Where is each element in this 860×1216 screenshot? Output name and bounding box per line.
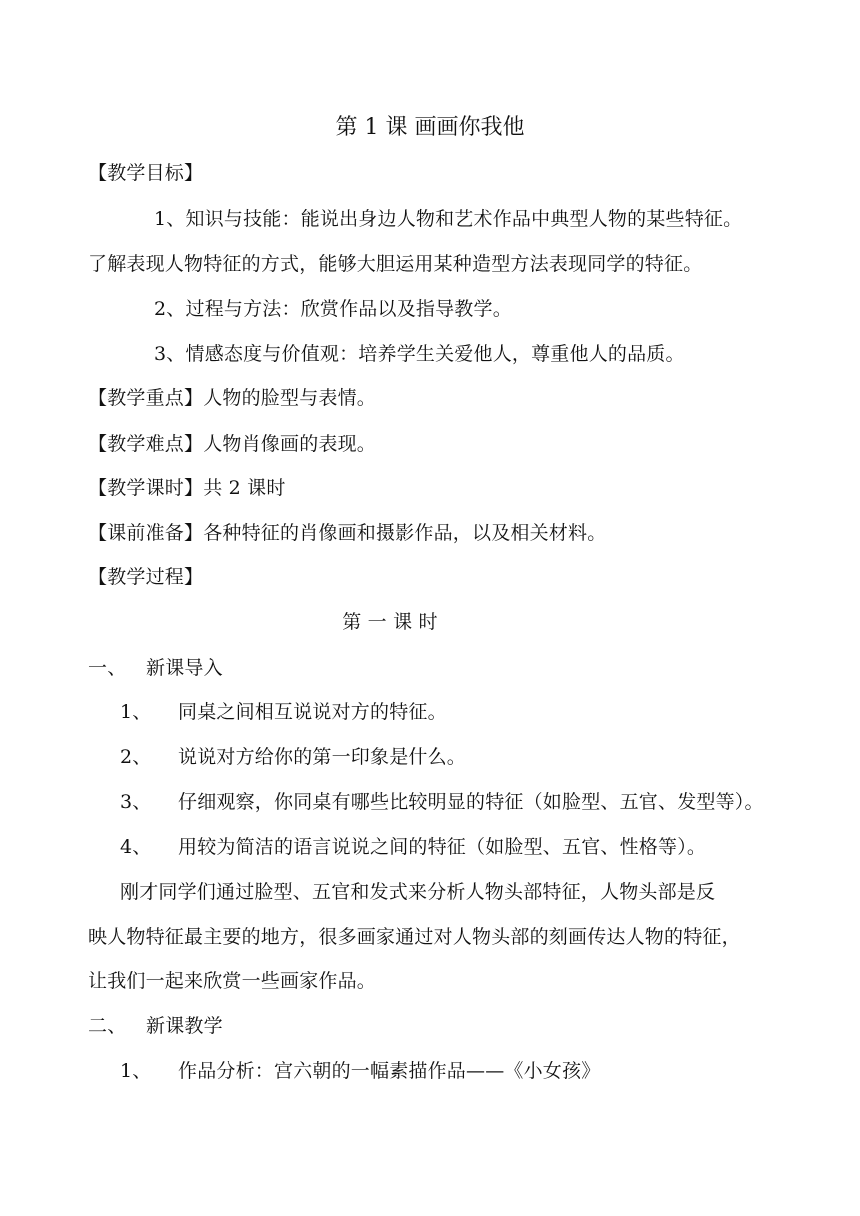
list-item-text: 用较为简洁的语言说说之间的特征（如脸型、五官、性格等）。 [178,836,707,858]
list-item-number: 4、 [120,836,152,858]
list-item-text: 说说对方给你的第一印象是什么。 [178,746,467,768]
list-item-text: 仔细观察，你同桌有哪些比较明显的特征（如脸型、五官、发型等）。 [178,791,764,813]
key-point: 【教学重点】人物的脸型与表情。 [88,387,377,409]
difficulty: 【教学难点】人物肖像画的表现。 [88,433,377,455]
section-1-label: 新课导入 [146,657,223,679]
lesson-title: 第 1 课 画画你我他 [335,115,525,140]
paragraph-line-2: 映人物特征最主要的地方，很多画家通过对人物头部的刻画传达人物的特征， [88,926,741,948]
list-item [120,834,706,860]
list-item-text: 作品分析：宫六朝的一幅素描作品——《小女孩》 [178,1060,601,1082]
list-item-text: 同桌之间相互说说对方的特征。 [178,701,447,723]
section-2-heading [88,1013,223,1039]
objective-2: 2、过程与方法：欣赏作品以及指导教学。 [154,298,512,320]
section-2-label: 新课教学 [146,1015,223,1037]
list-item-number: 1、 [120,1060,152,1082]
list-item [120,789,764,815]
list-item-number: 1、 [120,701,152,723]
list-item [120,699,447,725]
section-2-number: 二、 [88,1015,127,1037]
paragraph-line-1: 刚才同学们通过脸型、五官和发式来分析人物头部特征，人物头部是反 [120,881,716,903]
objective-1-line-2: 了解表现人物特征的方式，能够大胆运用某种造型方法表现同学的特征。 [88,253,703,275]
preparation: 【课前准备】各种特征的肖像画和摄影作品，以及相关材料。 [88,522,607,544]
objective-1-line-1: 1、知识与技能：能说出身边人物和艺术作品中典型人物的某些特征。 [154,208,743,230]
objective-3: 3、情感态度与价值观：培养学生关爱他人，尊重他人的品质。 [154,343,685,365]
list-item-number: 2、 [120,746,152,768]
lesson-heading: 第 一 课 时 [342,611,438,633]
paragraph-line-3: 让我们一起来欣赏一些画家作品。 [88,970,377,992]
list-item [120,744,466,770]
section-1-heading [88,655,223,681]
objectives-heading: 【教学目标】 [88,162,204,184]
section-1-number: 一、 [88,657,127,679]
list-item [120,1058,600,1084]
process-heading: 【教学过程】 [88,566,204,588]
list-item-number: 3、 [120,791,152,813]
class-hours: 【教学课时】共 2 课时 [88,477,286,499]
